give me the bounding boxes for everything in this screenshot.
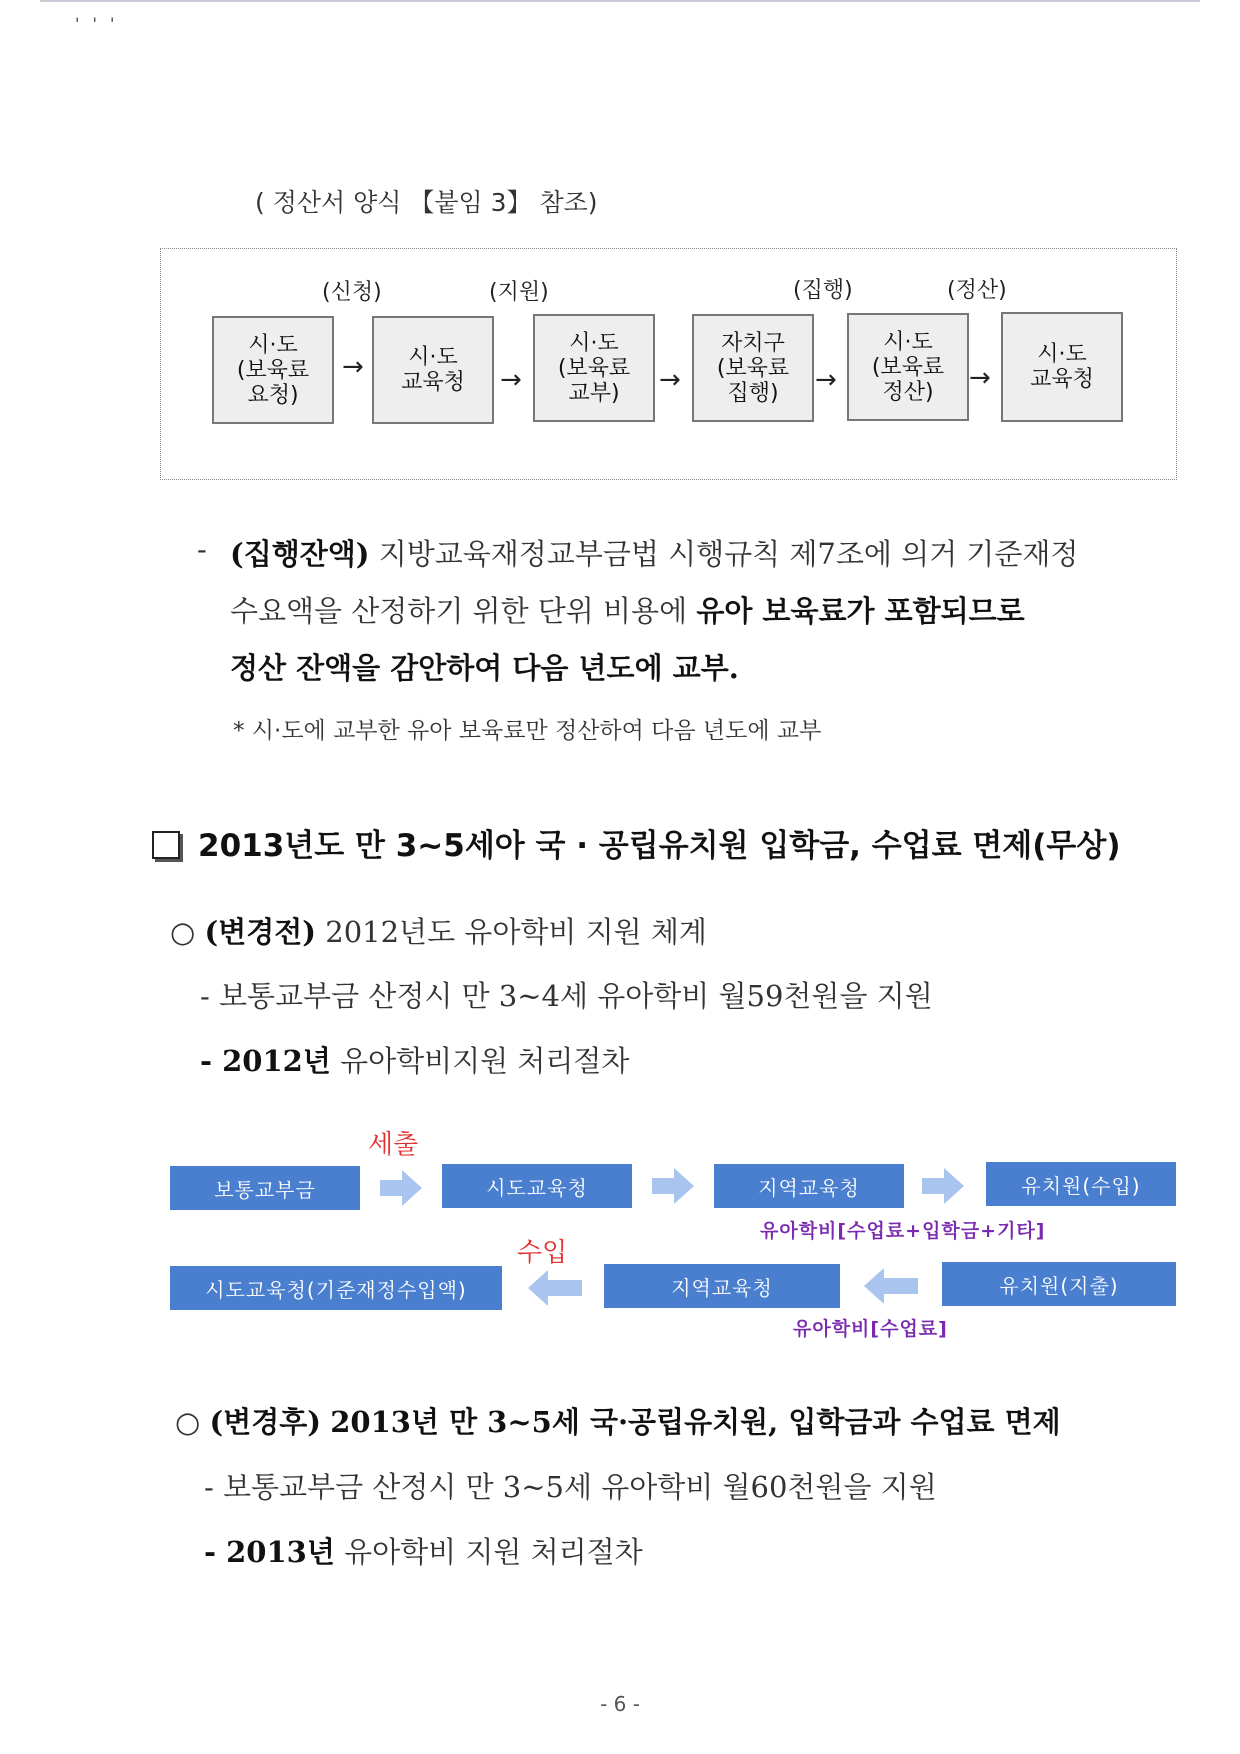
- box-provincial-office-revenue: 시도교육청(기준재정수입액): [170, 1266, 502, 1310]
- dash: -: [197, 532, 207, 566]
- flow-box-grant: 시·도 (보육료 교부): [533, 314, 655, 422]
- flow-arrow: →: [659, 365, 681, 395]
- flow-arrow: →: [342, 352, 364, 382]
- arrow-right-icon: [380, 1170, 424, 1206]
- box-general-grant: 보통교부금: [170, 1166, 360, 1210]
- stage-apply: (신청): [322, 280, 382, 305]
- flow-arrow: →: [815, 365, 837, 395]
- checkbox-square-icon: [152, 831, 180, 859]
- before-item2: [200, 1039, 629, 1080]
- section-heading: [152, 820, 1121, 865]
- before-item2-year: - 2012년: [200, 1044, 331, 1078]
- note-tuition: 유아학비[수업료]: [793, 1318, 948, 1340]
- stage-execute: (집행): [793, 278, 853, 303]
- after-label: (변경후): [209, 1405, 322, 1439]
- after-item2-text: 유아학비 지원 처리절차: [344, 1535, 643, 1569]
- flow-box-settle: 시·도 (보육료 정산): [847, 313, 969, 421]
- arrow-right-icon: [922, 1168, 966, 1204]
- flow-box-office: 시·도 교육청: [372, 316, 494, 424]
- flow-arrow: →: [969, 363, 991, 393]
- before-item2-text: 유아학비지원 처리절차: [340, 1044, 630, 1078]
- execution-balance-label: (집행잔액): [230, 537, 370, 571]
- stage-support: (지원): [489, 280, 549, 305]
- label-expenditure: 세출: [368, 1130, 419, 1160]
- after-title-text: 2013년 만 3~5세 국·공립유치원, 입학금과 수업료 면제: [330, 1405, 1061, 1439]
- before-title-text: 2012년도 유아학비 지원 체계: [325, 915, 707, 949]
- execution-balance-bold2: 유아 보육료가 포함되므로: [696, 594, 1025, 628]
- execution-balance-bold3: 정산 잔액을 감안하여 다음 년도에 교부.: [230, 651, 739, 685]
- execution-balance-text1: 지방교육재정교부금법 시행규칙 제7조에 의거 기준재정: [378, 537, 1079, 571]
- after-item1: - 보통교부금 산정시 만 3~5세 유아학비 월60천원을 지원: [204, 1470, 937, 1504]
- label-revenue: 수입: [517, 1238, 568, 1268]
- arrow-right-icon: [652, 1168, 696, 1204]
- flow-box-request: 시·도 (보육료 요청): [212, 316, 334, 424]
- arrow-left-icon: [862, 1268, 918, 1304]
- box-district-office-2: 지역교육청: [604, 1264, 840, 1308]
- before-label: (변경전): [204, 915, 317, 949]
- box-provincial-office: 시도교육청: [442, 1164, 632, 1208]
- reference-note: ( 정산서 양식 【붙임 3】 참조): [255, 188, 598, 217]
- arrow-left-icon: [526, 1270, 582, 1306]
- execution-balance-text2: 수요액을 산정하기 위한 단위 비용에: [230, 594, 688, 628]
- flow-box-district: 자치구 (보육료 집행): [692, 314, 814, 422]
- box-district-office: 지역교육청: [714, 1164, 904, 1208]
- after-item2-year: - 2013년: [204, 1535, 335, 1569]
- note-tuition-admission-etc: 유아학비[수업료+입학금+기타]: [760, 1220, 1046, 1242]
- footnote: * 시·도에 교부한 유아 보육료만 정산하여 다음 년도에 교부: [233, 718, 822, 744]
- execution-balance-line3: [230, 646, 739, 687]
- flow-box-office-final: 시·도 교육청: [1001, 312, 1123, 422]
- before-item1: - 보통교부금 산정시 만 3~4세 유아학비 월59천원을 지원: [200, 979, 933, 1013]
- section-heading-text: 2013년도 만 3~5세아 국 · 공립유치원 입학금, 수업료 면제(무상): [198, 828, 1121, 864]
- after-title: [175, 1400, 1061, 1441]
- circle-bullet-icon: ○: [170, 915, 196, 949]
- execution-balance-line1: [230, 532, 1175, 573]
- top-rule: [40, 0, 1200, 2]
- stage-settle: (정산): [947, 278, 1007, 303]
- circle-bullet-icon: ○: [175, 1405, 201, 1439]
- execution-balance-line2: [230, 589, 1025, 630]
- box-kindergarten-income: 유치원(수입): [986, 1162, 1176, 1206]
- box-kindergarten-expense: 유치원(지출): [942, 1262, 1176, 1306]
- flow-arrow: →: [500, 365, 522, 395]
- after-item2: [204, 1530, 643, 1571]
- corner-marks: ' ' ': [75, 14, 119, 33]
- before-title: [170, 910, 707, 951]
- page-number: - 6 -: [600, 1692, 640, 1716]
